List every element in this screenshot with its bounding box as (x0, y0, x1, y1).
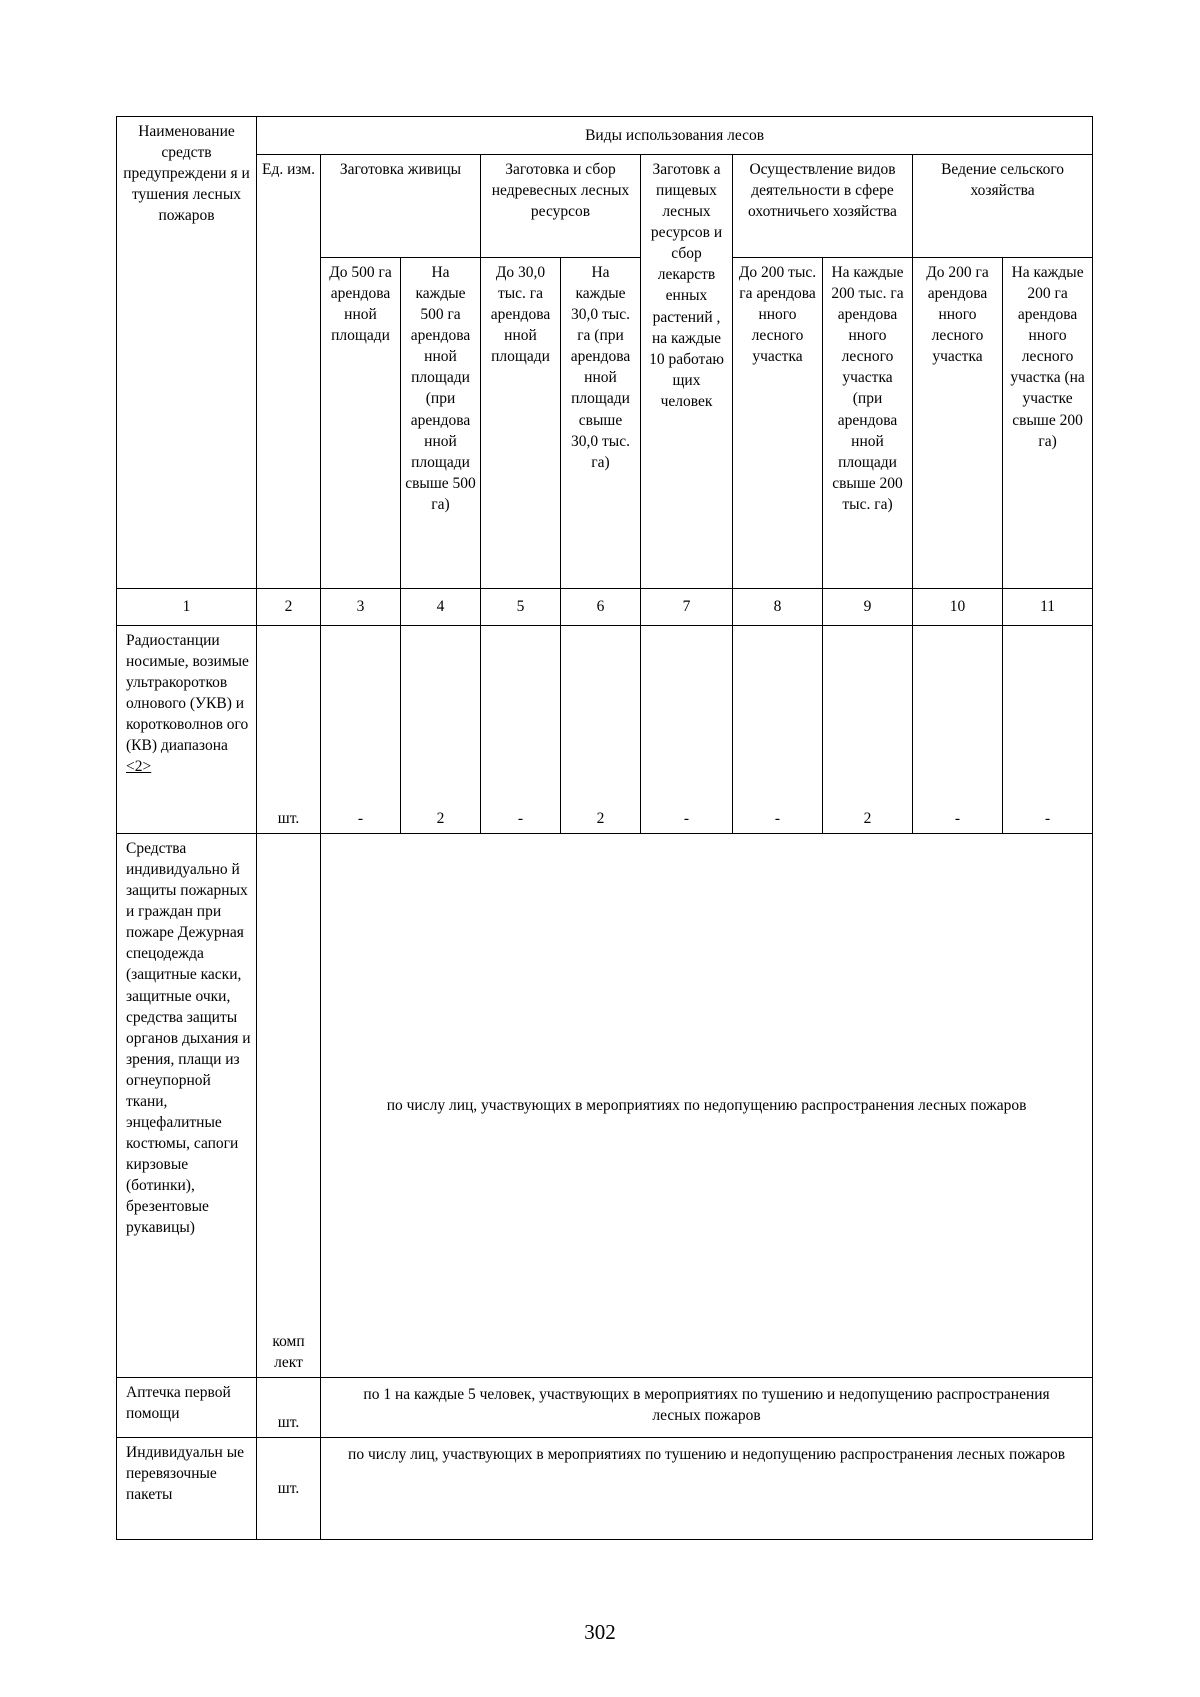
header-resin-harvesting: Заготовка живицы (321, 155, 481, 258)
column-number: 8 (733, 589, 823, 626)
column-number: 11 (1003, 589, 1093, 626)
header-col-9: На каждые 200 тыс. га арендова нного лесного участка (при арендова нной площади свыше 200 тыс. га) (823, 258, 913, 589)
table-cell: 2 (401, 626, 481, 834)
column-number: 9 (823, 589, 913, 626)
radio-name-text: Радиостанции носимые, возимые ультракоротков олнового (УКВ) и коротковолнов ого (КВ) диапазона (126, 632, 249, 755)
header-food-resources: Заготовк а пищевых лесных ресурсов и сбор лекарств енных растений , на каждые 10 работаю щих человек (641, 155, 733, 589)
column-number: 10 (913, 589, 1003, 626)
table-cell: - (733, 626, 823, 834)
row-name-bandage: Индивидуальн ые перевязочные пакеты (117, 1438, 257, 1540)
row-name-radio (117, 626, 257, 834)
header-col-8: До 200 тыс. га арендова нного лесного участка (733, 258, 823, 589)
table-row-first-aid (117, 1378, 1093, 1438)
row-unit: шт. (257, 1378, 321, 1438)
row-unit: шт. (257, 1438, 321, 1540)
header-hunting: Осуществление видов деятельности в сфере охотничьего хозяйства (733, 155, 913, 258)
table-cell: 2 (823, 626, 913, 834)
header-col-6: На каждые 30,0 тыс. га (при арендова нной площади свыше 30,0 тыс. га) (561, 258, 641, 589)
table-cell: - (481, 626, 561, 834)
header-col-10: До 200 га арендова нного лесного участка (913, 258, 1003, 589)
header-col-3: До 500 га арендова нной площади (321, 258, 401, 589)
header-col-4: На каждые 500 га арендова нной площади (при арендова нной площади свыше 500 га) (401, 258, 481, 589)
table-cell: - (641, 626, 733, 834)
column-number: 5 (481, 589, 561, 626)
fire-equipment-table (116, 116, 1093, 1540)
header-unit-column: Ед. изм. (257, 155, 321, 589)
header-col-11: На каждые 200 га арендова нного лесного участка (на участке свыше 200 га) (1003, 258, 1093, 589)
row-unit: шт. (257, 626, 321, 834)
column-number: 1 (117, 589, 257, 626)
column-number: 4 (401, 589, 481, 626)
header-col-5: До 30,0 тыс. га арендова нной площади (481, 258, 561, 589)
footnote-link[interactable]: <2> (126, 758, 152, 776)
column-number: 2 (257, 589, 321, 626)
table-cell: - (1003, 626, 1093, 834)
bandage-norm-text: по числу лиц, участвующих в мероприятиях по тушению и недопущению распространения лесных пожаров (321, 1438, 1093, 1540)
table-cell: 2 (561, 626, 641, 834)
header-forest-use-types: Виды использования лесов (257, 117, 1093, 155)
table-row-radio (117, 626, 1093, 834)
column-number: 7 (641, 589, 733, 626)
column-number: 6 (561, 589, 641, 626)
row-name-ppe: Средства индивидуально й защиты пожарных и граждан при пожаре Дежурная спецодежда (защитные каски, защитные очки, средства защиты органов дыхания и зрения, плащи из огнеупорной ткани, энцефалитные костюмы, сапоги кирзовые (ботинки), брезентовые рукавицы) (117, 834, 257, 1378)
first-aid-norm-text: по 1 на каждые 5 человек, участвующих в мероприятиях по тушению и недопущению распространения лесных пожаров (321, 1378, 1093, 1438)
header-agriculture: Ведение сельского хозяйства (913, 155, 1093, 258)
table-row-bandage (117, 1438, 1093, 1540)
ppe-norm-text: по числу лиц, участвующих в мероприятиях по недопущению распространения лесных пожаров (321, 834, 1093, 1378)
header-name-column: Наименование средств предупреждени я и тушения лесных пожаров (117, 117, 257, 589)
header-nonwood-resources: Заготовка и сбор недревесных лесных ресурсов (481, 155, 641, 258)
row-name-first-aid: Аптечка первой помощи (117, 1378, 257, 1438)
table-cell: - (913, 626, 1003, 834)
page-number: 302 (584, 1620, 616, 1644)
column-number: 3 (321, 589, 401, 626)
table-row-ppe (117, 834, 1093, 1378)
row-unit: комп лект (257, 834, 321, 1378)
table-cell: - (321, 626, 401, 834)
